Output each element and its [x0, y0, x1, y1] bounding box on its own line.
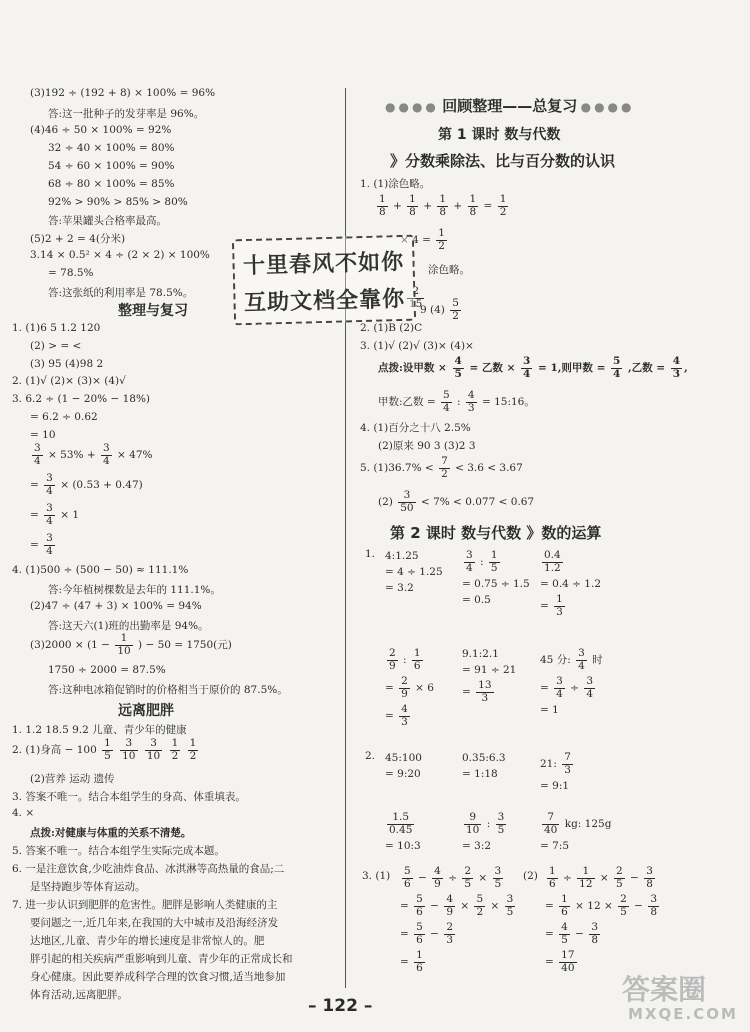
fraction: $\frac{5}{2}$ — [476, 893, 484, 918]
fraction: $\frac{3}{10}$ — [122, 737, 136, 762]
text-line: 1. — [365, 548, 376, 560]
calc-block — [385, 648, 434, 732]
fraction: $\frac{3}{5}$ — [494, 865, 502, 890]
math-line: = $\frac{3}{4}$ × (0.53 + 0.47) — [30, 472, 143, 497]
calc-line: = 7:5 — [540, 840, 570, 853]
calc-line: = $\frac{5}{6}$ − $\frac{2}{3}$ — [400, 921, 453, 946]
calc-line: 21: $\frac{7}{3}$ — [540, 751, 571, 776]
page-number: – 122 – — [308, 996, 373, 1016]
fraction: $\frac{1}{6}$ — [549, 865, 556, 890]
calc-line: = 0.75 ÷ 1.5 — [462, 578, 530, 591]
text-line: 1. (1)6 5 1.2 120 — [12, 322, 101, 334]
fraction: $\frac{1}{3}$ — [556, 593, 563, 618]
text-line: 4. (1)百分之十八 2.5% — [360, 422, 471, 434]
calc-line: = 3.2 — [385, 582, 414, 594]
math-line: (3)2000 × (1 − $\frac{1}{10}$ ) − 50 = 1750(元) — [30, 632, 232, 657]
calc-line: = $\frac{1}{6}$ × 12 × $\frac{2}{5}$ − $\frac{3}{8}$ — [545, 893, 657, 918]
text-line: 身心健康。因此要养成科学合理的饮食习惯,适当地参加 — [30, 971, 286, 983]
fraction: $\frac{1}{5}$ — [104, 737, 111, 762]
calc-line: 0.35:6.3 — [462, 752, 506, 764]
tip-line: 点拨:对健康与体重的关系不清楚。 — [30, 827, 192, 839]
fraction: $\frac{1}{8}$ — [469, 193, 477, 218]
text-line: 6. 一是注意饮食,少吃油炸食品、冰淇淋等高热量的食品;二 — [12, 863, 285, 875]
fraction: $\frac{1}{8}$ — [379, 193, 386, 218]
text-line: 1. (1)涂色略。 — [360, 178, 431, 190]
calc-line: $\frac{2}{9}$ : $\frac{1}{6}$ — [389, 647, 421, 672]
calc-block — [462, 550, 530, 610]
fraction: $\frac{3}{8}$ — [646, 865, 653, 890]
text-line: (3)192 ÷ (192 + 8) × 100% = 96% — [30, 87, 216, 99]
calc-block — [540, 648, 603, 720]
fraction: $\frac{3}{4}$ — [102, 442, 110, 467]
fraction: $\frac{5}{6}$ — [404, 865, 411, 890]
answer-line: 答:苹果罐头合格率最高。 — [48, 215, 168, 227]
fraction: $\frac{2}{5}$ — [620, 893, 627, 918]
fraction: $\frac{3}{10}$ — [146, 737, 161, 762]
text-line: 2. (1)B (2)C — [360, 322, 423, 334]
text-line: 1. 1.2 18.5 9.2 儿童、青少年的健康 — [12, 724, 187, 736]
calc-line: = 0.4 ÷ 1.2 — [540, 578, 602, 591]
text-line: = 6.2 ÷ 0.62 — [30, 411, 98, 423]
answer-line: 答:这种电冰箱促销时的价格相当于原价的 87.5%。 — [48, 684, 288, 696]
fraction: $\frac{13}{3}$ — [478, 679, 492, 704]
fraction: $\frac{4}{5}$ — [561, 921, 568, 946]
text-line: (2)原来 90 3 (3)2 3 — [378, 440, 476, 452]
answer-line: 答:这天六(1)班的出勤率是 94%。 — [48, 620, 209, 632]
text-line: (4)46 ÷ 50 × 100% = 92% — [30, 124, 172, 136]
text-line: 是坚持跑步等体育运动。 — [30, 881, 146, 893]
math-line: 5. (1)36.7% < $\frac{7}{2}$ < 3.6 < 3.67 — [360, 455, 523, 480]
dots-decoration: ●●●● — [385, 100, 439, 114]
calc-block — [540, 550, 601, 622]
fraction: $\frac{2}{3}$ — [446, 921, 453, 946]
fraction: $\frac{3}{50}$ — [400, 489, 414, 514]
calc-line: = $\frac{4}{3}$ — [385, 703, 408, 728]
calc-line: = 4 ÷ 1.25 — [385, 566, 443, 578]
fraction: $\frac{1}{2}$ — [171, 737, 179, 762]
fraction: $\frac{3}{8}$ — [591, 921, 598, 946]
math-line: × 4 = $\frac{1}{2}$ — [400, 227, 445, 252]
calc-block — [385, 812, 421, 856]
fraction: $\frac{1}{5}$ — [490, 549, 498, 574]
fraction: $\frac{17}{40}$ — [561, 949, 575, 974]
fraction: $\frac{3}{4}$ — [46, 532, 53, 557]
calc-line: 9.1:2.1 — [462, 648, 499, 660]
text-line: (2) > = < — [30, 340, 82, 352]
calc-line: $\frac{3}{4}$ : $\frac{1}{5}$ — [466, 549, 498, 574]
math-line: (2) $\frac{3}{50}$ < 7% < 0.077 < 0.67 — [378, 489, 535, 514]
calc-line: = 1:18 — [462, 768, 498, 780]
calc-block — [462, 752, 506, 784]
calc-line: = $\frac{2}{9}$ × 6 — [385, 675, 434, 700]
text-line: = 10 — [30, 429, 56, 441]
calc-line: = $\frac{1}{3}$ — [540, 593, 563, 618]
calc-line — [540, 550, 601, 574]
fraction: $\frac{5}{6}$ — [416, 893, 423, 918]
fraction: $\frac{3}{4}$ — [46, 502, 53, 527]
watermark-logo: 答案圈 — [622, 973, 707, 1006]
lesson-title: 第 2 课时 数与代数 》数的运算 — [390, 524, 602, 542]
math-line: $\frac{3}{4}$ × 53% + $\frac{3}{4}$ × 47% — [34, 442, 153, 467]
text-line: 4. (1)500 ÷ (500 − 50) ≈ 111.1% — [12, 564, 189, 576]
fraction: $\frac{7}{2}$ — [441, 455, 448, 480]
fraction: $\frac{5}{2}$ — [452, 297, 459, 322]
calc-line: = 3:2 — [462, 840, 492, 853]
math-line: = $\frac{3}{4}$ × 1 — [30, 502, 80, 527]
text-line: (2)47 ÷ (47 + 3) × 100% = 94% — [30, 600, 202, 612]
review-banner: ●●●● 回顾整理——总复习 ●●●● — [385, 97, 635, 115]
text-line: (2) — [523, 870, 538, 882]
calc-line: $\frac{9}{10}$ : $\frac{3}{5}$ — [466, 811, 505, 836]
calc-line: = $\frac{4}{5}$ − $\frac{3}{8}$ — [545, 921, 598, 946]
tip-line: 点拨:设甲数 × $\frac{4}{5}$ = 乙数 × $\frac{3}{4}$ = 1,则甲数 = $\frac{5}{4}$ ,乙数 = $\frac{4}{3}$ , — [378, 355, 688, 380]
fraction: $\frac{1}{6}$ — [416, 949, 423, 974]
calc-block — [540, 752, 575, 796]
text-line: 3. (1) — [362, 870, 391, 882]
text-line: (3) 95 (4)98 2 — [30, 358, 104, 370]
fraction: $\frac{3}{8}$ — [650, 893, 657, 918]
calc-line: = $\frac{17}{40}$ — [545, 949, 575, 974]
fraction: $\frac{7}{3}$ — [564, 751, 571, 776]
stamp-line: 十里春风不如你 — [242, 249, 405, 280]
fraction: $\frac{5}{4}$ — [613, 355, 621, 380]
calc-block — [385, 752, 422, 784]
calc-line: = 91 ÷ 21 — [462, 664, 517, 676]
fraction: $\frac{3}{5}$ — [497, 811, 505, 836]
stamp-line: 互助文档全靠你 — [243, 286, 406, 317]
fraction: $\frac{4}{3}$ — [672, 355, 681, 380]
fraction: $\frac{4}{9}$ — [434, 865, 441, 890]
calc-block — [385, 550, 443, 598]
text-line: 68 ÷ 80 × 100% = 85% — [48, 178, 175, 190]
fraction: $\frac{1}{2}$ — [189, 737, 197, 762]
fraction: $\frac{4}{3}$ — [467, 389, 475, 414]
fraction: $\frac{1}{2}$ — [438, 227, 445, 252]
answer-line: 答:今年植树棵数是去年的 111.1%。 — [48, 584, 221, 596]
answer-line: 答:这一批种子的发芽率是 96%。 — [48, 108, 205, 120]
text-line: (2)营养 运动 遗传 — [30, 773, 115, 785]
fraction: $\frac{4}{5}$ — [454, 355, 462, 380]
fraction: $\frac{5}{6}$ — [416, 921, 423, 946]
fraction: $\frac{1}{8}$ — [409, 193, 416, 218]
topic-title: 》分数乘除法、比与百分数的认识 — [390, 152, 616, 170]
watermark-url: MXQE.COM — [628, 1005, 738, 1023]
calc-line: 45 分: $\frac{3}{4}$ 时 — [540, 647, 603, 672]
calc-line: = $\frac{3}{4}$ ÷ $\frac{3}{4}$ — [540, 675, 593, 700]
text-line: 4. × — [12, 807, 35, 819]
text-line: 5. 答案不唯一。结合本组学生实际完成本题。 — [12, 845, 225, 857]
fraction: $\frac{3}{4}$ — [556, 675, 563, 700]
text-line: 1750 ÷ 2000 = 87.5% — [48, 664, 166, 676]
calc-line: $\frac{7}{40}$ kg: 125g — [544, 811, 612, 836]
text-line: 达地区,儿童、青少年的增长速度是非常惊人的。肥 — [30, 935, 265, 947]
calc-line: = $\frac{13}{3}$ — [462, 679, 492, 704]
math-line: = $\frac{3}{4}$ — [30, 532, 53, 557]
fraction: $\frac{2}{9}$ — [389, 647, 396, 672]
calc-line: 4:1.25 — [385, 550, 419, 562]
fraction: $\frac{4}{3}$ — [401, 703, 408, 728]
calc-line: = 0.5 — [462, 594, 491, 607]
lesson-title: 第 1 课时 数与代数 — [438, 127, 561, 143]
calc-line: = 9:20 — [385, 768, 421, 780]
fraction: $\frac{3}{4}$ — [34, 442, 41, 467]
calc-line: 45:100 — [385, 752, 422, 764]
fraction: $\frac{3}{4}$ — [466, 549, 473, 574]
fraction: $\frac{2}{9}$ — [401, 675, 408, 700]
calc-block — [540, 812, 611, 856]
calc-block — [400, 866, 517, 978]
text-line: 3. 答案不唯一。结合本组学生的身高、体重填表。 — [12, 791, 246, 803]
fraction: $\frac{7}{40}$ — [544, 811, 558, 836]
text-line: 涂色略。 — [428, 264, 470, 276]
math-line: 2. (1)身高 − 100 $\frac{1}{5}$ $\frac{3}{10}$ $\frac{3}{10}$ $\frac{1}{2}$ $\frac{1}{2}$ — [12, 737, 197, 762]
fraction: $\frac{3}{4}$ — [523, 355, 531, 380]
fraction: $\frac{1}{6}$ — [561, 893, 568, 918]
calc-block — [462, 648, 516, 708]
calc-line: = 10:3 — [385, 840, 421, 853]
text-line: 7. 进一步认识到肥胖的危害性。肥胖是影响人类健康的主 — [12, 899, 278, 911]
text-line: 要问题之一,近几年来,在我国的大中城市及沿海经济发 — [30, 917, 279, 929]
answer-line: 答:这张纸的利用率是 78.5%。 — [48, 287, 194, 299]
text-line: 3. 6.2 ÷ (1 − 20% − 18%) — [12, 393, 151, 405]
calc-line: = 9:1 — [540, 780, 570, 793]
column-divider — [345, 88, 346, 988]
fraction — [448, 297, 463, 322]
calc-line: = $\frac{5}{6}$ − $\frac{4}{9}$ × $\frac{5}{2}$ × $\frac{3}{5}$ — [400, 893, 514, 918]
fraction: $\frac{1}{2}$ — [499, 193, 507, 218]
calc-line: = $\frac{1}{6}$ — [400, 949, 423, 974]
fraction: $\frac{1}{6}$ — [413, 647, 421, 672]
text-line: 2. — [365, 750, 376, 762]
text-line: 体育活动,远离肥胖。 — [30, 989, 128, 1001]
text-line: 54 ÷ 60 × 100% = 90% — [48, 160, 175, 172]
calc-line — [385, 812, 421, 836]
fraction: $\frac{1}{8}$ — [439, 193, 447, 218]
fraction: $\frac{9}{10}$ — [466, 811, 480, 836]
section-heading: 整理与复习 — [118, 303, 188, 319]
text-line: (5)2 + 2 = 4(分米) — [30, 233, 126, 245]
fraction: $\frac{1.5}{0.45}$ — [389, 811, 413, 836]
section-heading: 远离肥胖 — [118, 703, 174, 719]
calc-line: $\frac{5}{6}$ − $\frac{4}{9}$ ÷ $\frac{2}{5}$ × $\frac{3}{5}$ — [404, 865, 502, 890]
text-line: 9 (4) $\frac{5}{2}$ — [420, 298, 463, 322]
fraction: $\frac{3}{4}$ — [586, 675, 593, 700]
calc-line: = 1 — [540, 704, 559, 717]
text-line: 92% > 90% > 85% > 80% — [48, 196, 188, 208]
fraction: $\frac{5}{4}$ — [443, 389, 450, 414]
text-line: 32 ÷ 40 × 100% = 80% — [48, 142, 175, 154]
calc-line: $\frac{1}{6}$ ÷ $\frac{1}{12}$ × $\frac{2}{5}$ − $\frac{3}{8}$ — [549, 865, 653, 890]
text-line: 3. (1)√ (2)√ (3)× (4)× — [360, 340, 474, 352]
fraction: $\frac{2}{5}$ — [464, 865, 472, 890]
fraction: $\frac{3}{5}$ — [506, 893, 514, 918]
fraction: $\frac{4}{9}$ — [446, 893, 453, 918]
fraction: $\frac{2}{5}$ — [616, 865, 623, 890]
calc-block — [545, 866, 661, 978]
text-line: 胖引起的相关疾病严重影响到儿童、青少年的正常成长和 — [30, 953, 293, 965]
math-line: 甲数:乙数 = $\frac{5}{4}$ : $\frac{4}{3}$ = 15:16。 — [378, 389, 535, 414]
fraction: $\frac{3}{4}$ — [578, 647, 585, 672]
text-line: 2. (1)√ (2)× (3)× (4)√ — [12, 375, 126, 387]
text-line: 3.14 × 0.5² × 4 ÷ (2 × 2) × 100% — [30, 249, 210, 261]
text-line: = 78.5% — [48, 267, 94, 279]
fraction: $\frac{1}{12}$ — [579, 865, 593, 890]
dots-decoration: ●●●● — [580, 100, 635, 114]
fraction: $\frac{0.4}{1.2}$ — [544, 549, 561, 574]
stamp-seal — [232, 235, 416, 326]
fraction: $\frac{1}{10}$ — [117, 632, 131, 657]
calc-block — [462, 812, 508, 856]
math-line: $\frac{1}{8}$ + $\frac{1}{8}$ + $\frac{1}{8}$ + $\frac{1}{8}$ = $\frac{1}{2}$ — [379, 193, 507, 218]
fraction: $\frac{3}{4}$ — [46, 472, 53, 497]
fraction: $\frac{2}{15}$ — [409, 285, 423, 310]
